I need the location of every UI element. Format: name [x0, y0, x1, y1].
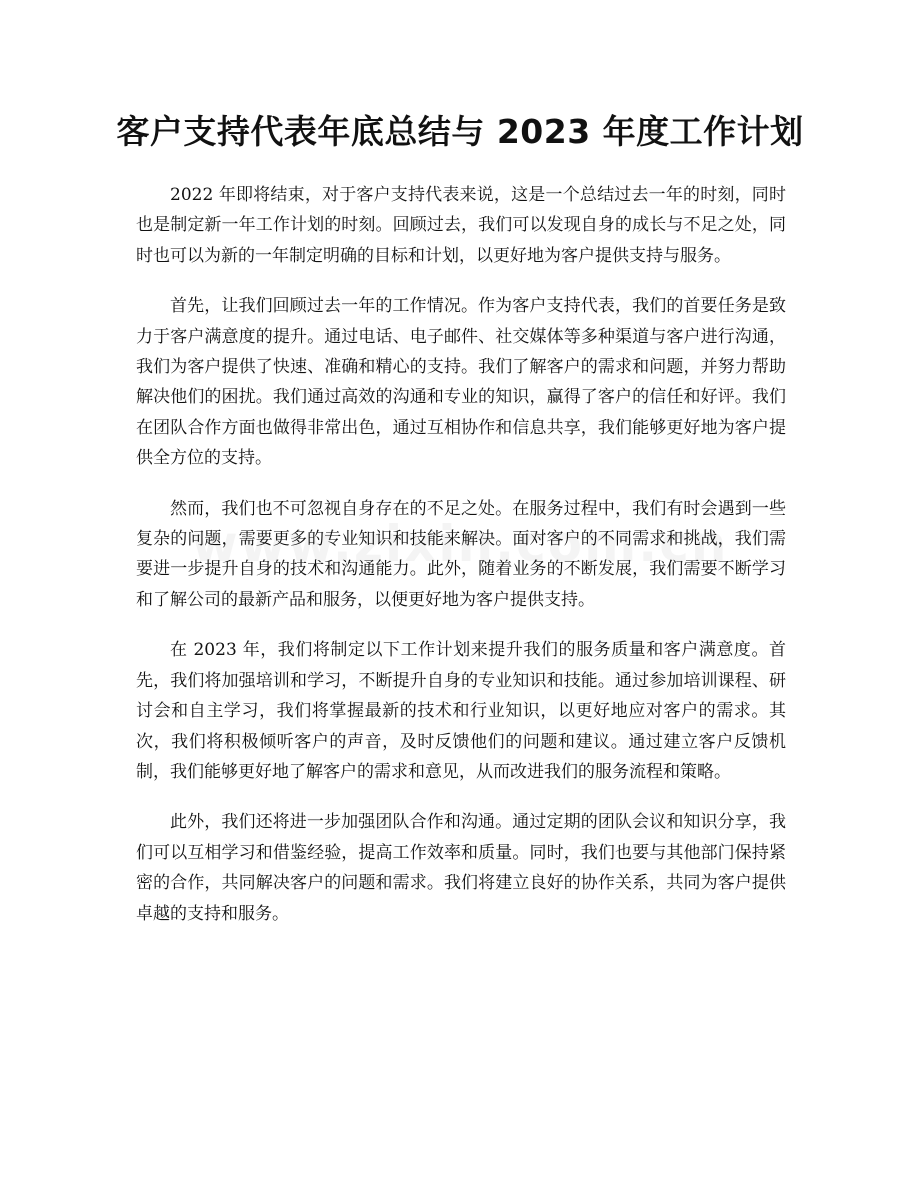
document-body: [136, 180, 786, 949]
paragraph: 此外，我们还将进一步加强团队合作和沟通。通过定期的团队会议和知识分享，我们可以互相学习和借鉴经验，提高工作效率和质量。同时，我们也要与其他部门保持紧密的合作，共同解决客户的问题和需求。我们将建立良好的协作关系，共同为客户提供卓越的支持和服务。: [136, 812, 786, 924]
paragraph: 2022 年即将结束，对于客户支持代表来说，这是一个总结过去一年的时刻，同时也是制定新一年工作计划的时刻。回顾过去，我们可以发现自身的成长与不足之处，同时也可以为新的一年制定明确的目标和计划，以更好地为客户提供支持与服务。: [136, 185, 786, 266]
paragraph: 在 2023 年，我们将制定以下工作计划来提升我们的服务质量和客户满意度。首先，我们将加强培训和学习，不断提升自身的专业知识和技能。通过参加培训课程、研讨会和自主学习，我们将掌握最新的技术和行业知识，以更好地应对客户的需求。其次，我们将积极倾听客户的声音，及时反馈他们的问题和建议。通过建立客户反馈机制，我们能够更好地了解客户的需求和意见，从而改进我们的服务流程和策略。: [136, 640, 786, 782]
document-title: 客户支持代表年底总结与 2023 年度工作计划: [116, 112, 804, 151]
paragraph: 首先，让我们回顾过去一年的工作情况。作为客户支持代表，我们的首要任务是致力于客户满意度的提升。通过电话、电子邮件、社交媒体等多种渠道与客户进行沟通，我们为客户提供了快速、准确和精心的支持。我们了解客户的需求和问题，并努力帮助解决他们的困扰。我们通过高效的沟通和专业的知识，赢得了客户的信任和好评。我们在团队合作方面也做得非常出色，通过互相协作和信息共享，我们能够更好地为客户提供全方位的支持。: [136, 296, 786, 469]
paragraph: 然而，我们也不可忽视自身存在的不足之处。在服务过程中，我们有时会遇到一些复杂的问题，需要更多的专业知识和技能来解决。面对客户的不同需求和挑战，我们需要进一步提升自身的技术和沟通能力。此外，随着业务的不断发展，我们需要不断学习和了解公司的最新产品和服务，以便更好地为客户提供支持。: [136, 498, 786, 610]
